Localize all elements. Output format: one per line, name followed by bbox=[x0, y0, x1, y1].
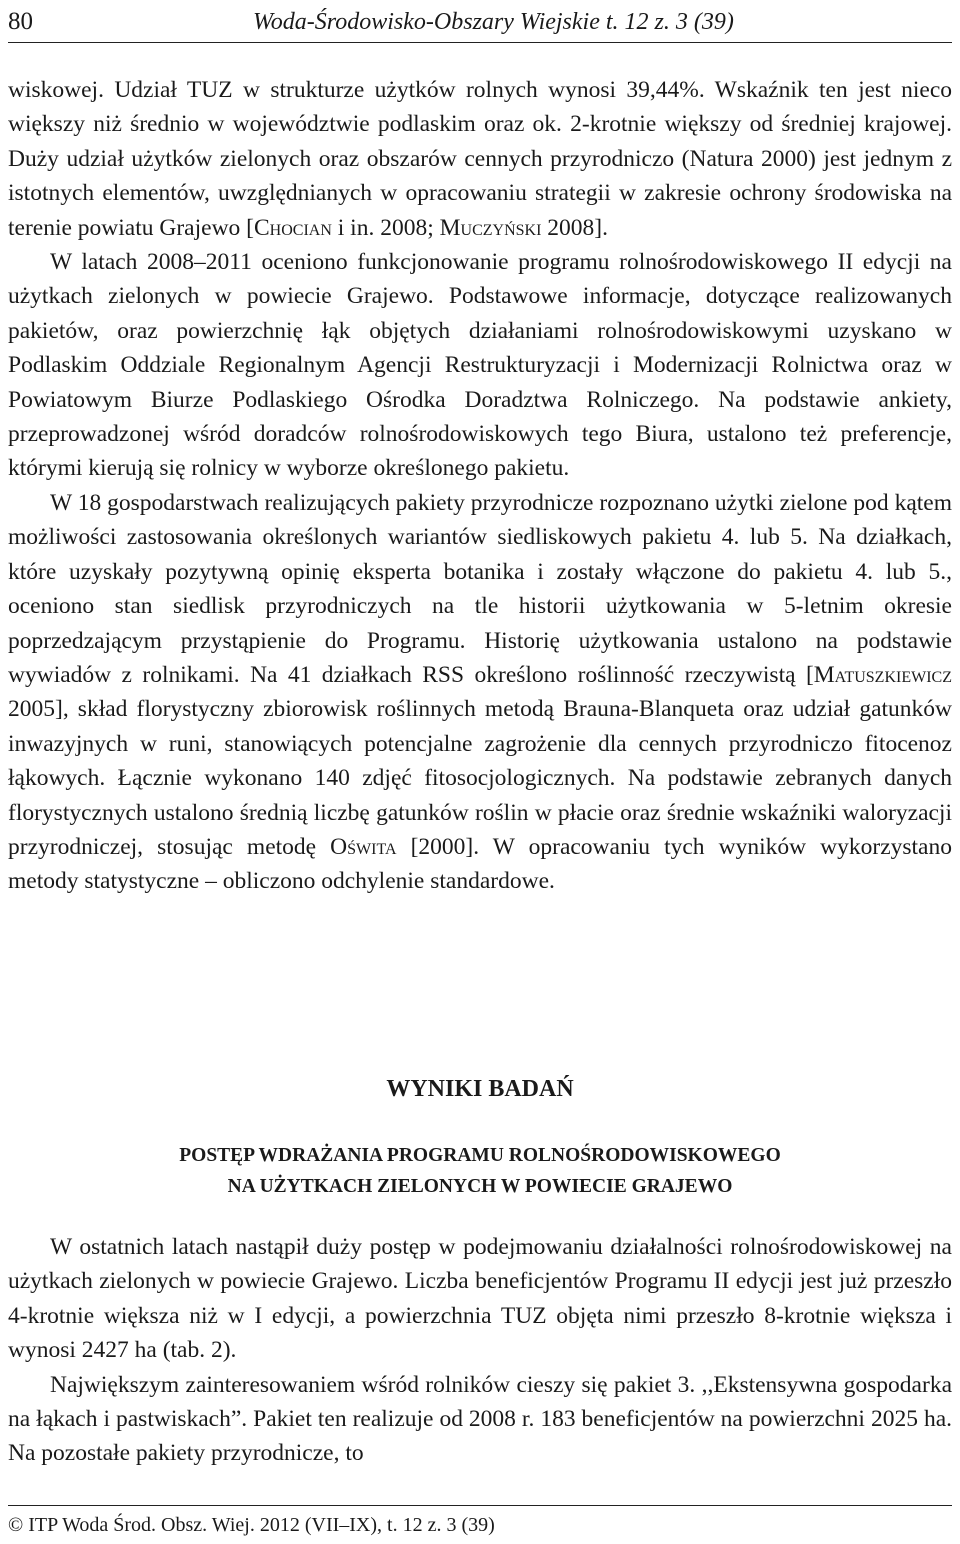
paragraph-text: 2008]. bbox=[541, 214, 608, 241]
running-title: Woda-Środowisko-Obszary Wiejskie t. 12 z. 3 (39) bbox=[253, 9, 734, 35]
paragraph bbox=[8, 486, 952, 899]
subtitle-line: NA UŻYTKACH ZIELONYCH W POWIECIE GRAJEWO bbox=[227, 1176, 733, 1197]
paragraph-text: i in. 2008; bbox=[331, 214, 440, 241]
footer-divider bbox=[8, 1505, 952, 1506]
subtitle-line: POSTĘP WDRAŻANIA PROGRAMU ROLNOŚRODOWISKOWEGO bbox=[179, 1145, 781, 1166]
section-subtitle bbox=[8, 1140, 952, 1202]
citation-author: Oświta bbox=[330, 833, 397, 860]
section-title: WYNIKI BADAŃ bbox=[386, 1076, 574, 1102]
citation-author: Muczyński bbox=[439, 214, 542, 241]
paragraph-text: 2005], skład florystyczny zbiorowisk roślinnych metodą Brauna-Blanqueta oraz udział gatunków inwazyjnych w runi, stanowiących potencjalne zagrożenie dla cennych przyrodniczo fitocenoz łąkowych. Łącznie wykonano 140 zdjęć fitosocjologicznych. Na podstawie zebranych danych florystycznych ustalono średnią liczbę gatunków roślin w płacie oraz średnie wskaźniki waloryzacji przyrodniczej, stosując metodę bbox=[8, 696, 952, 860]
paragraph bbox=[8, 73, 952, 245]
page-footer: © ITP Woda Środ. Obsz. Wiej. 2012 (VII–IX), t. 12 z. 3 (39) bbox=[8, 1514, 495, 1536]
citation-author: Chocian bbox=[254, 214, 332, 241]
page-header bbox=[8, 6, 952, 43]
paragraph-text: wiskowej. Udział TUZ w strukturze użytków rolnych wynosi 39,44%. Wskaźnik ten jest nieco większy niż średnio w województwie podlaskim oraz ok. 2-krotnie większy od średniej krajowej. Duży udział użytków zielonych oraz obszarów cennych przyrodniczo (Natura 2000) jest jednym z istotnych elementów, uwzględnianych w opracowaniu strategii w zakresie ochrony środowiska na terenie powiatu Grajewo [ bbox=[8, 77, 952, 241]
paragraph: Największym zainteresowaniem wśród rolników cieszy się pakiet 3. ,,Ekstensywna gospodarka na łąkach i pastwiskach”. Pakiet ten realizuje od 2008 r. 183 beneficjentów na powierzchni 2025 ha. Na pozostałe pakiety przyrodnicze, to bbox=[8, 1371, 952, 1467]
paragraph: W ostatnich latach nastąpił duży postęp w podejmowaniu działalności rolnośrodowiskowej na użytkach zielonych w powiecie Grajewo. Liczba beneficjentów Programu II edycji jest już przeszło 4-krotnie większa niż w I edycji, a powierzchnia TUZ objęta nimi przeszło 8-krotnie większa i wynosi 2427 ha (tab. 2). bbox=[8, 1234, 952, 1364]
results-text bbox=[8, 1230, 952, 1471]
citation-author: Matuszkiewicz bbox=[813, 661, 952, 688]
page-number: 80 bbox=[8, 8, 33, 35]
paragraph-text: [2000]. W opracowaniu tych wyników wykorzystano metody statystyczne – obliczono odchylenie standardowe. bbox=[8, 833, 952, 895]
body-text bbox=[8, 73, 952, 899]
paragraph: W latach 2008–2011 oceniono funkcjonowanie programu rolnośrodowiskowego II edycji na użytkach zielonych w powiecie Grajewo. Podstawowe informacje, dotyczące realizowanych pakietów, oraz powierzchnię łąk objętych działaniami rolnośrodowiskowymi uzyskano w Podlaskim Oddziale Regionalnym Agencji Restrukturyzacji i Modernizacji Rolnictwa oraz w Powiatowym Biurze Podlaskiego Ośrodka Doradztwa Rolniczego. Na podstawie ankiety, przeprowadzonej wśród doradców rolnośrodowiskowych tego Biura, ustalono też preferencje, którymi kierują się rolnicy w wyborze określonego pakietu. bbox=[8, 249, 952, 482]
paragraph-text: W 18 gospodarstwach realizujących pakiety przyrodnicze rozpoznano użytki zielone pod kątem możliwości zastosowania określonych wariantów siedliskowych pakietu 4. lub 5. Na działkach, które uzyskały pozytywną opinię eksperta botanika i zostały włączone do pakietu 4. lub 5., oceniono stan siedlisk przyrodniczych na tle historii użytkowania w 5-letnim okresie poprzedzającym przystąpienie do Programu. Historię użytkowania ustalono na podstawie wywiadów z rolnikami. Na 41 działkach RSS określono roślinność rzeczywistą [ bbox=[8, 489, 952, 688]
